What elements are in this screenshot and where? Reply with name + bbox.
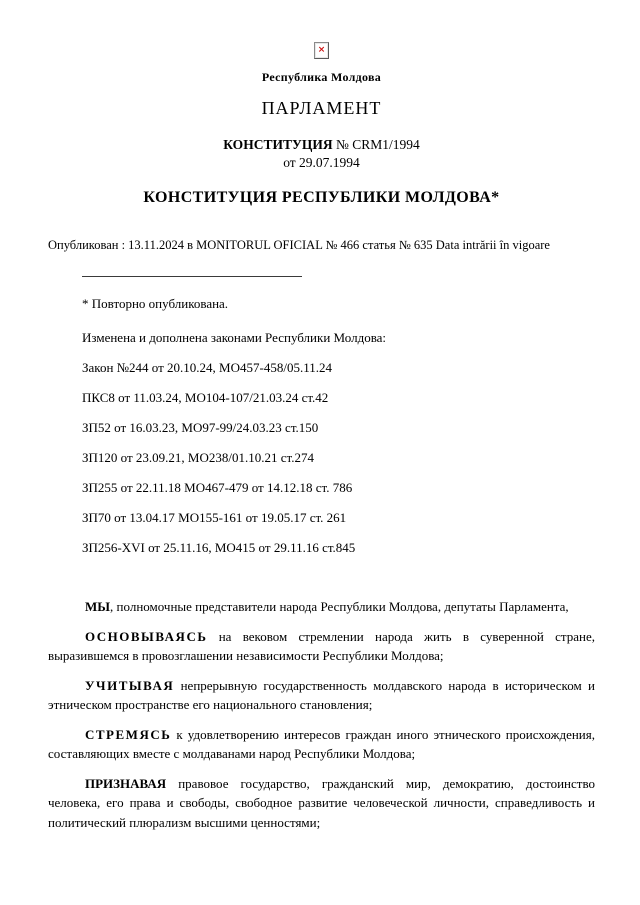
footnote: * Повторно опубликована. [82,296,229,311]
amendment-item: ЗП70 от 13.04.17 МО155-161 от 19.05.17 ст. 261 [82,510,347,525]
preamble-text: непрерывную государственность молдавского народа в историческом и этническом пространстве его национального становления; [48,677,595,712]
page-title: КОНСТИТУЦИЯ РЕСПУБЛИКИ МОЛДОВА* [143,189,500,206]
institution-name: ПАРЛАМЕНТ [261,98,382,118]
preamble-text: на вековом стремлении народа жить в суверенной стране, выразившемся в провозглашении независимости Республики Молдова; [48,628,595,663]
preamble-lead: УЧИТЫВАЯ [85,677,175,693]
separator-line [82,276,302,277]
preamble [48,597,595,832]
amendment-item: ЗП255 от 22.11.18 МО467-479 от 14.12.18 ст. 786 [82,480,353,495]
preamble-text: , полномочные представители народа Республики Молдова, депутаты Парламента, [110,599,569,614]
org-name: Республика Молдова [261,70,382,84]
preamble-text: правовое государство, гражданский мир, демократию, достоинство человека, его права и свободы, свободное развитие человеческой личности, справедливость и политический плюрализм высшими ценностями; [48,775,595,830]
preamble-lead: ПРИЗНАВАЯ [85,775,167,791]
preamble-paragraph [48,597,595,617]
preamble-paragraph [48,774,595,833]
doc-type: КОНСТИТУЦИЯ [223,137,333,152]
preamble-lead: ОСНОВЫВАЯСЬ [85,628,208,644]
amendment-item: ЗП120 от 23.09.21, МО238/01.10.21 ст.274 [82,450,314,465]
preamble-lead: МЫ [85,599,111,614]
amendments-intro: Изменена и дополнена законами Республики Молдова: [82,330,387,345]
broken-image-icon: × [314,42,329,59]
publication-line: Опубликован : 13.11.2024 в MONITORUL OFICIAL № 466 статья № 635 Data intrării în vigoare [48,238,550,252]
amendment-item: ПКС8 от 11.03.24, МО104-107/21.03.24 ст.42 [82,390,329,405]
doc-date: от 29.07.1994 [283,155,360,170]
amendment-item: Закон №244 от 20.10.24, МО457-458/05.11.24 [82,360,332,375]
preamble-paragraph [48,676,595,715]
broken-image-icon-row [48,42,595,61]
doc-number-line [48,136,595,172]
amendments-list [48,360,595,555]
preamble-lead: СТРЕМЯСЬ [85,726,172,742]
amendment-item: ЗП52 от 16.03.23, МО97-99/24.03.23 ст.150 [82,420,319,435]
amendment-item: ЗП256-XVI от 25.11.16, МО415 от 29.11.16 ст.845 [82,540,356,555]
doc-number: № CRM1/1994 [332,137,420,152]
preamble-paragraph [48,725,595,764]
preamble-text: к удовлетворению интересов граждан иного этнического происхождения, составляющих вместе с молдаванами народ Республики Молдова; [48,726,595,761]
preamble-paragraph [48,627,595,666]
